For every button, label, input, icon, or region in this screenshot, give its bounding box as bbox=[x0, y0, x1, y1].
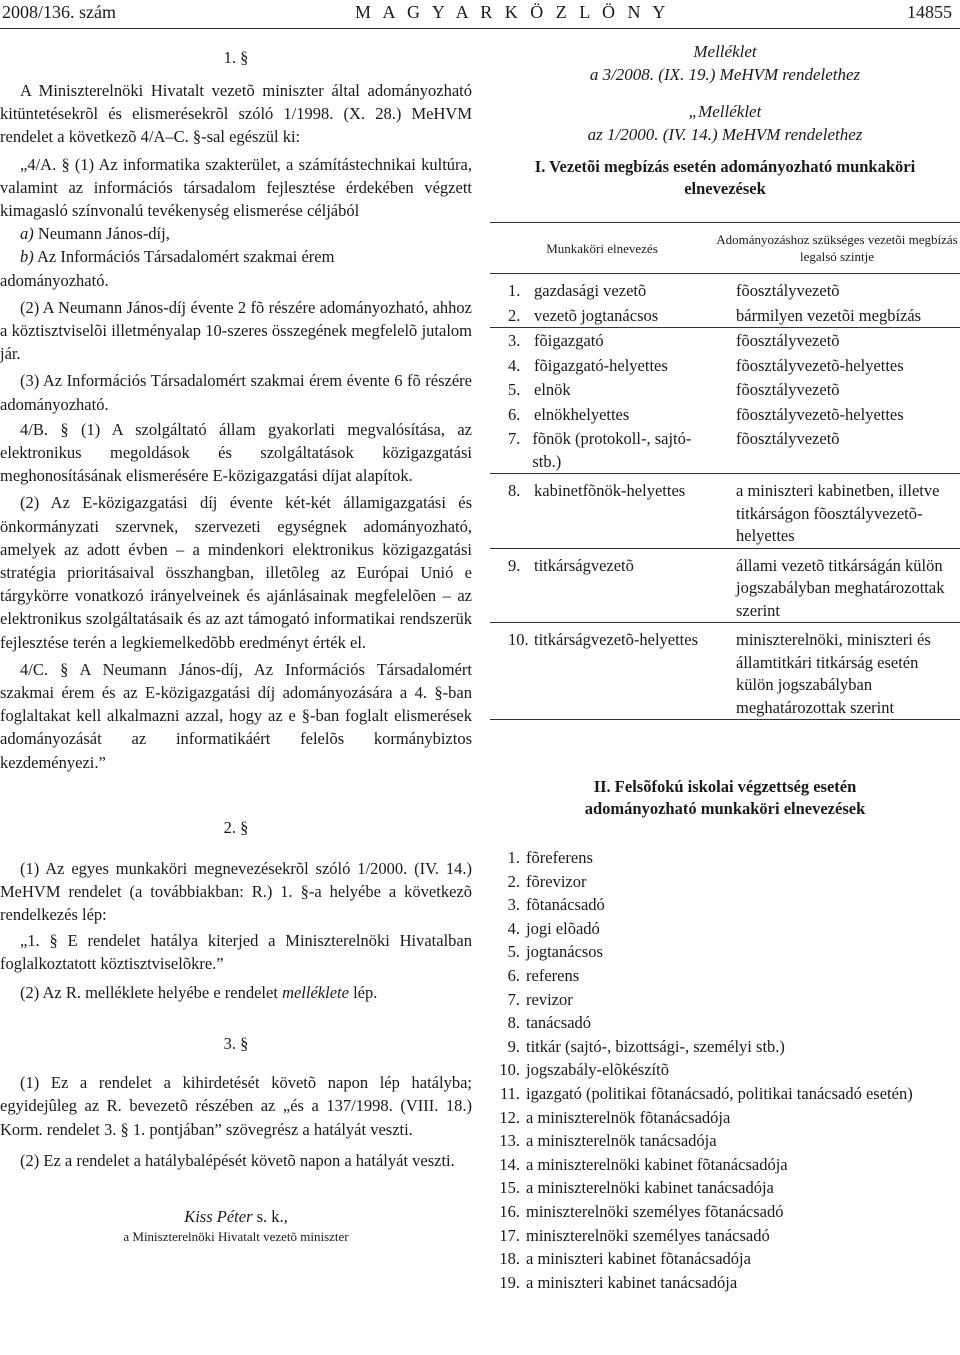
item-text: a miniszterelnöki kabinet fõtanácsadója bbox=[526, 1154, 788, 1174]
position-name: elnökhelyettes bbox=[534, 404, 630, 424]
item-text: fõtanácsadó bbox=[526, 895, 605, 915]
item-text: referens bbox=[526, 965, 580, 985]
table-row bbox=[490, 623, 960, 720]
item-number: 2. bbox=[507, 871, 520, 891]
section-title: II. Felsõfokú iskolai végzettség esetén adományozható munkaköri elnevezések bbox=[584, 777, 866, 818]
item-number: 8. bbox=[507, 1013, 520, 1033]
signature bbox=[0, 1206, 472, 1228]
row-number: 9. bbox=[508, 555, 521, 575]
paragraph: 4/B. § (1) A szolgáltató állam gyakorlati megvalósítása, az elektronikus megoldások és szolgáltatások közigazgatási meghonosításának elismerésére E-közigazgatási díjat alapítok. bbox=[0, 419, 472, 486]
section-title: I. Vezetõi megbízás esetén adományozható munkaköri elnevezések bbox=[534, 157, 916, 198]
column-header: Munkaköri elnevezés bbox=[490, 223, 714, 274]
required-level: fõosztályvezetõ bbox=[736, 380, 840, 399]
left-column bbox=[0, 36, 472, 1246]
column-header: Adományozáshoz szükséges vezetõi megbízás legalsó szintje bbox=[714, 223, 960, 274]
list-item bbox=[490, 1200, 960, 1224]
table-row bbox=[490, 426, 960, 474]
item-number: 19. bbox=[499, 1272, 520, 1292]
list-item bbox=[0, 245, 472, 268]
position-name-cell bbox=[490, 402, 714, 427]
item-number: 3. bbox=[507, 895, 520, 915]
list-item bbox=[490, 1271, 960, 1295]
item-number: 1. bbox=[507, 848, 520, 867]
required-level-cell bbox=[714, 328, 960, 353]
list-item bbox=[490, 1082, 960, 1106]
paragraph: (2) Az E-közigazgatási díj évente két-két államigazgatási és önkormányzati szervnek, szervezeti egységnek adományozható, amelyek az adott évben – a mindenkori elektronikus közigazgatási stratégia prioritásaival összhangban, illetõleg az Európai Unió e tárgykörre vonatkozó irányelveinek és ajánlásainak megfelelõen – az elektronikus szolgáltatásaik és az azt támogató informatikai rendszerük fejlesztése terén a legkiemelkedõbb eredményt érték el. bbox=[0, 493, 472, 652]
paragraph: „1. § E rendelet hatálya kiterjed a Miniszterelnöki Hivatalban foglalkoztatott köztisztviselõkre.” bbox=[0, 930, 472, 973]
required-level: fõosztályvezetõ bbox=[736, 429, 840, 448]
paragraph: (1) Az egyes munkaköri megnevezésekrõl szóló 1/2000. (IV. 14.) MeHVM rendelet (a továbbiakban: R.) 1. §-a helyébe a következõ rendelkezés lép: bbox=[0, 858, 472, 925]
list-item bbox=[490, 1035, 960, 1059]
position-name-cell bbox=[490, 623, 714, 720]
section-heading: 3. § bbox=[223, 1034, 249, 1054]
publication-title: M A G Y A R K Ö Z L Ö N Y bbox=[355, 2, 670, 22]
position-name-cell bbox=[490, 328, 714, 353]
paragraph: „4/A. § (1) Az informatika szakterület, a számítástechnikai kultúra, valamint az információs társadalom fejlesztése érdekében végzett kimagasló színvonalú tevékenység elismerése céljából bbox=[0, 154, 472, 221]
paragraph: (3) Az Információs Társadalomért szakmai érem évente 6 fõ részére adományozható. bbox=[0, 371, 472, 414]
position-name: titkárságvezetõ bbox=[534, 555, 634, 575]
required-level: fõosztályvezetõ bbox=[736, 331, 840, 350]
page-number: 14855 bbox=[907, 2, 952, 22]
item-text: miniszterelnöki személyes fõtanácsadó bbox=[526, 1201, 784, 1221]
item-number: 6. bbox=[507, 965, 520, 985]
page-header bbox=[0, 0, 960, 30]
item-text: jogszabály-elõkészítõ bbox=[526, 1060, 669, 1080]
signatory-name: Kiss Péter bbox=[184, 1206, 253, 1226]
item-label: a) bbox=[20, 224, 34, 244]
section-heading: 2. § bbox=[223, 817, 249, 837]
signatory-sk: s. k., bbox=[252, 1206, 288, 1226]
table-row bbox=[490, 377, 960, 402]
item-text: miniszterelnöki személyes tanácsadó bbox=[526, 1225, 770, 1245]
item-number: 17. bbox=[499, 1225, 520, 1245]
item-text: jogi elõadó bbox=[526, 918, 600, 938]
title-list bbox=[490, 846, 960, 1294]
item-text: a miniszterelnök fõtanácsadója bbox=[526, 1107, 731, 1127]
item-text: Az Információs Társadalomért szakmai érem bbox=[36, 247, 335, 267]
row-number: 7. bbox=[508, 429, 521, 448]
required-level-cell bbox=[714, 548, 960, 623]
item-number: 16. bbox=[499, 1201, 520, 1221]
list-item bbox=[490, 1011, 960, 1035]
paragraph: 4/C. § A Neumann János-díj, Az Információs Társadalomért szakmai érem és az E-közigazgatási díj adományozására a 4. §-ban foglaltakat kell alkalmazni azzal, hogy az e §-ban foglalt elismerések adományozását az informatikáért felelõs kormánybiztos kezdeményezi.” bbox=[0, 659, 472, 772]
text-part: lép. bbox=[348, 982, 378, 1002]
table-row bbox=[490, 402, 960, 427]
list-item bbox=[490, 1224, 960, 1248]
position-name: fõnök (protokoll-, sajtó- stb.) bbox=[532, 429, 692, 471]
annex-reference: a 3/2008. (IX. 19.) MeHVM rendelethez bbox=[589, 65, 861, 84]
position-name-cell bbox=[490, 274, 714, 303]
item-number: 4. bbox=[507, 918, 520, 938]
position-name: gazdasági vezetõ bbox=[534, 281, 647, 300]
list-item bbox=[490, 917, 960, 941]
table-row bbox=[490, 328, 960, 353]
table-row bbox=[490, 274, 960, 303]
item-number: 13. bbox=[499, 1131, 520, 1151]
position-name-cell bbox=[490, 377, 714, 402]
list-item bbox=[490, 1153, 960, 1177]
item-text: fõrevizor bbox=[526, 871, 587, 891]
right-column bbox=[490, 36, 960, 1294]
list-item bbox=[490, 870, 960, 894]
row-number: 8. bbox=[508, 481, 521, 500]
required-level: állami vezetõ titkárságán külön jogszabályban meghatározottak szerint bbox=[736, 555, 945, 620]
row-number: 6. bbox=[508, 404, 521, 424]
row-number: 1. bbox=[508, 281, 521, 300]
position-name-cell bbox=[490, 303, 714, 328]
position-name-cell bbox=[490, 474, 714, 549]
item-text: a miniszterelnök tanácsadója bbox=[526, 1131, 717, 1151]
position-name-cell bbox=[490, 353, 714, 378]
required-level: bármilyen vezetõi megbízás bbox=[736, 305, 922, 325]
paragraph bbox=[0, 981, 472, 1004]
item-number: 12. bbox=[499, 1107, 520, 1127]
item-number: 7. bbox=[507, 989, 520, 1009]
required-level: a miniszteri kabinetben, illetve titkárságon fõosztályvezetõ-helyettes bbox=[736, 481, 940, 545]
required-level-cell bbox=[714, 426, 960, 474]
row-number: 5. bbox=[508, 380, 521, 399]
required-level: fõosztályvezetõ bbox=[736, 281, 840, 300]
list-item bbox=[490, 964, 960, 988]
item-number: 18. bbox=[499, 1249, 520, 1269]
position-name: fõigazgató-helyettes bbox=[534, 355, 668, 375]
position-name: titkárságvezetõ-helyettes bbox=[534, 630, 699, 649]
list-item bbox=[490, 940, 960, 964]
row-number: 3. bbox=[508, 331, 521, 350]
issue-number: 2008/136. szám bbox=[2, 2, 116, 22]
position-name: fõigazgató bbox=[534, 331, 604, 350]
required-level: fõosztályvezetõ-helyettes bbox=[736, 404, 904, 424]
required-level: miniszterelnöki, miniszteri és államtitkári titkárság esetén külön jogszabályban meghatározottak szerint bbox=[736, 630, 931, 717]
required-level-cell bbox=[714, 274, 960, 303]
table-row bbox=[490, 474, 960, 549]
annex-reference: az 1/2000. (IV. 14.) MeHVM rendelethez bbox=[587, 125, 863, 144]
item-number: 5. bbox=[507, 942, 520, 962]
list-item bbox=[490, 1176, 960, 1200]
paragraph: (1) Ez a rendelet a kihirdetését követõ napon lép hatályba; egyidejûleg az R. bevezetõ részében az „és a 137/1998. (VIII. 18.) Korm. rendelet 3. § 1. pontjában” szövegrész a hatályát veszti. bbox=[0, 1073, 472, 1139]
list-item bbox=[490, 988, 960, 1012]
list-item bbox=[490, 1058, 960, 1082]
table-bottom-rule bbox=[490, 720, 960, 721]
text-part-italic: melléklete bbox=[282, 982, 349, 1002]
section-heading: 1. § bbox=[223, 48, 249, 67]
item-text: revizor bbox=[526, 989, 573, 1009]
item-number: 14. bbox=[499, 1154, 520, 1174]
list-item bbox=[0, 222, 472, 245]
item-text: tanácsadó bbox=[526, 1013, 592, 1033]
position-name: kabinetfõnök-helyettes bbox=[534, 481, 686, 500]
annex-label: „Melléklet bbox=[688, 102, 762, 121]
item-text: fõreferens bbox=[526, 848, 593, 867]
paragraph: (2) Ez a rendelet a hatálybalépését követõ napon a hatályát veszti. bbox=[20, 1150, 455, 1170]
required-level-cell bbox=[714, 474, 960, 549]
list-item bbox=[490, 1129, 960, 1153]
position-name: elnök bbox=[534, 380, 571, 399]
text-part: (2) Az R. melléklete helyébe e rendelet bbox=[20, 982, 283, 1002]
list-item bbox=[490, 893, 960, 917]
paragraph: (2) A Neumann János-díj évente 2 fõ részére adományozható, ahhoz a köztisztviselõi illetményalap 10-szeres összegének megfelelõ jutalom jár. bbox=[0, 297, 472, 364]
required-level: fõosztályvezetõ-helyettes bbox=[736, 355, 904, 375]
header-rule bbox=[0, 28, 960, 29]
item-number: 11. bbox=[499, 1083, 520, 1103]
item-text: Neumann János-díj, bbox=[37, 224, 170, 244]
table-row bbox=[490, 303, 960, 328]
item-text: igazgató (politikai fõtanácsadó, politikai tanácsadó esetén) bbox=[526, 1083, 913, 1103]
item-text: a miniszterelnöki kabinet tanácsadója bbox=[526, 1178, 774, 1198]
item-text: a miniszteri kabinet tanácsadója bbox=[526, 1272, 738, 1292]
required-level-cell bbox=[714, 623, 960, 720]
signatory-title: a Miniszterelnöki Hivatalt vezetõ miniszter bbox=[123, 1228, 349, 1244]
position-name-cell bbox=[490, 426, 714, 474]
item-number: 15. bbox=[499, 1178, 520, 1198]
required-level-cell bbox=[714, 353, 960, 378]
row-number: 10. bbox=[508, 630, 529, 649]
position-table bbox=[490, 222, 960, 720]
list-item bbox=[490, 1247, 960, 1271]
required-level-cell bbox=[714, 402, 960, 427]
row-number: 4. bbox=[508, 355, 521, 375]
paragraph: A Miniszterelnöki Hivatalt vezetõ miniszter által adományozható kitüntetésekrõl és elismerésekrõl szóló 1/1998. (X. 28.) MeHVM rendelet a következõ 4/A–C. §-sal egészül ki: bbox=[0, 81, 472, 147]
row-number: 2. bbox=[508, 305, 521, 325]
list-item bbox=[490, 1106, 960, 1130]
required-level-cell bbox=[714, 377, 960, 402]
item-number: 10. bbox=[499, 1060, 520, 1080]
paragraph: adományozható. bbox=[0, 270, 109, 290]
item-text: a miniszteri kabinet fõtanácsadója bbox=[526, 1249, 751, 1269]
list-item bbox=[490, 846, 960, 870]
item-label: b) bbox=[20, 247, 34, 267]
annex-label: Melléklet bbox=[693, 42, 757, 61]
item-number: 9. bbox=[507, 1036, 520, 1056]
item-text: titkár (sajtó-, bizottsági-, személyi stb.) bbox=[526, 1036, 785, 1056]
item-text: jogtanácsos bbox=[526, 942, 603, 962]
position-name-cell bbox=[490, 548, 714, 623]
position-name: vezetõ jogtanácsos bbox=[534, 305, 659, 325]
table-row bbox=[490, 548, 960, 623]
required-level-cell bbox=[714, 303, 960, 328]
table-row bbox=[490, 353, 960, 378]
